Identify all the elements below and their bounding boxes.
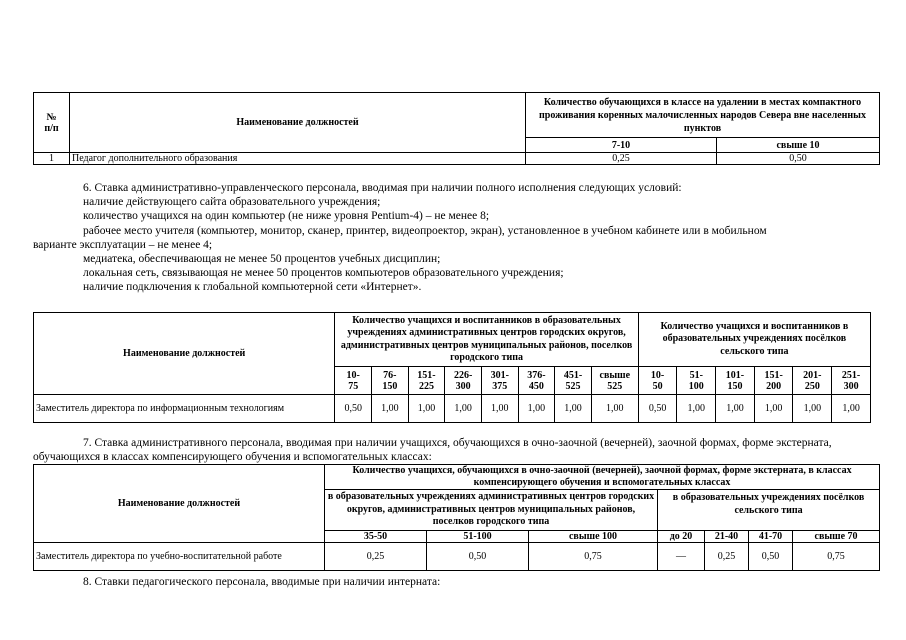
table-2-col-header: 201- 250 [793,367,832,395]
table-2-cell: 1,00 [445,395,482,423]
table-3-header-position: Наименование должностей [34,465,325,543]
table-2-col-header: 451- 525 [555,367,592,395]
table-2-cell-position: Заместитель директора по информационным технологиям [34,395,335,423]
section-6-line: варианте эксплуатации – не менее 4; [33,238,213,251]
section-6-line: наличие подключения к глобальной компьютерной сети «Интернет». [83,281,422,294]
table-2-col-header: 301- 375 [481,367,518,395]
table-3-cell: 0,50 [749,543,793,571]
table-2-cell: 1,00 [481,395,518,423]
table-2-col-header: 10- 50 [638,367,677,395]
table-1-cell-position: Педагог дополнительного образования [70,153,526,165]
table-1-cell-v2: 0,50 [717,153,880,165]
table-1-cell-num: 1 [34,153,70,165]
section-6-line: количество учащихся на один компьютер (не ниже уровня Pentium-4) – не менее 8; [83,210,490,223]
section-6-line: рабочее место учителя (компьютер, монитор, сканер, принтер, видеопроектор, экран), установленное в учебном кабинете или в мобильном [83,224,767,237]
table-2-col-header: 151- 200 [754,367,793,395]
table-3-col-header: 51-100 [427,531,529,543]
table-2-cell: 0,50 [638,395,677,423]
table-1-cell-v1: 0,25 [526,153,717,165]
table-3-cell: 0,75 [793,543,880,571]
table-2-col-header: свыше 525 [591,367,638,395]
table-2-col-header: 226- 300 [445,367,482,395]
table-3-cell: — [658,543,705,571]
section-6 [33,181,879,295]
table-2-col-header: 376- 450 [518,367,555,395]
table-1-header-group: Количество обучающихся в классе на удалении в местах компактного проживания коренных малочисленных народов Севера вне населенных пунктов [526,93,880,138]
table-3-header-group: Количество учащихся, обучающихся в очно-заочной (вечерней), заочной формах, форме экстерната, в классах компенсирующего обучения и вспомогательных классах [325,465,880,490]
table-2-cell: 1,00 [793,395,832,423]
table-3-col-header: 41-70 [749,531,793,543]
table-2-cell: 1,00 [555,395,592,423]
table-3-col-header: до 20 [658,531,705,543]
table-2-header-position: Наименование должностей [34,313,335,395]
table-1-header-col2: свыше 10 [717,138,880,153]
section-6-line: локальная сеть, связывающая не менее 50 процентов компьютеров образовательного учреждения; [83,267,564,280]
table-row [34,395,871,423]
table-2-header-rural: Количество учащихся и воспитанников в образовательных учреждениях посёлков сельского типа [638,313,870,367]
table-row [34,153,880,165]
table-2-col-header: 76- 150 [372,367,409,395]
table-3-header-urban: в образовательных учреждениях административных центров городских округов, административных центров муниципальных районов, поселков городского типа [325,490,658,531]
table-1-header-num: № п/п [34,93,70,153]
section-6-line: медиатека, обеспечивающая не менее 50 процентов учебных дисциплин; [83,253,441,266]
table-2-col-header: 51- 100 [677,367,716,395]
table-3-cell: 0,50 [427,543,529,571]
table-2-cell: 1,00 [518,395,555,423]
table-2 [33,312,871,423]
table-row [34,543,880,571]
table-2-cell: 1,00 [754,395,793,423]
section-6-line: наличие действующего сайта образовательного учреждения; [83,196,381,209]
table-2-cell: 1,00 [408,395,445,423]
table-2-cell: 1,00 [716,395,755,423]
section-8: 8. Ставки педагогического персонала, вводимые при наличии интерната: [83,576,441,588]
table-1-header-position: Наименование должностей [70,93,526,153]
table-1 [33,92,880,165]
table-2-col-header: 251- 300 [832,367,871,395]
table-3-cell: 0,25 [325,543,427,571]
table-2-header-urban: Количество учащихся и воспитанников в образовательных учреждениях административных центров городских округов, административных центров муниципальных районов, поселков городского типа [335,313,638,367]
table-3-col-header: 21-40 [705,531,749,543]
section-7: 7. Ставка административного персонала, вводимая при наличии учащихся, обучающихся в очно-заочной (вечерней), заочной формах, форме экстерната, обучающихся в классах компенсирующего обучения и вспомогательных классах: [33,437,832,464]
table-2-cell: 1,00 [832,395,871,423]
section-6-line: 6. Ставка административно-управленческого персонала, вводимая при наличии полного исполнения следующих условий: [83,182,682,194]
table-3-header-rural: в образовательных учреждениях посёлков сельского типа [658,490,880,531]
table-2-col-header: 10- 75 [335,367,372,395]
table-2-col-header: 101- 150 [716,367,755,395]
table-3-cell-position: Заместитель директора по учебно-воспитательной работе [34,543,325,571]
table-2-cell: 1,00 [591,395,638,423]
table-3-col-header: 35-50 [325,531,427,543]
table-2-col-header: 151- 225 [408,367,445,395]
table-3 [33,464,880,571]
table-2-cell: 0,50 [335,395,372,423]
table-3-cell: 0,75 [529,543,658,571]
table-2-cell: 1,00 [372,395,409,423]
table-3-cell: 0,25 [705,543,749,571]
table-2-cell: 1,00 [677,395,716,423]
table-1-header-col1: 7-10 [526,138,717,153]
table-3-col-header: свыше 70 [793,531,880,543]
table-3-col-header: свыше 100 [529,531,658,543]
